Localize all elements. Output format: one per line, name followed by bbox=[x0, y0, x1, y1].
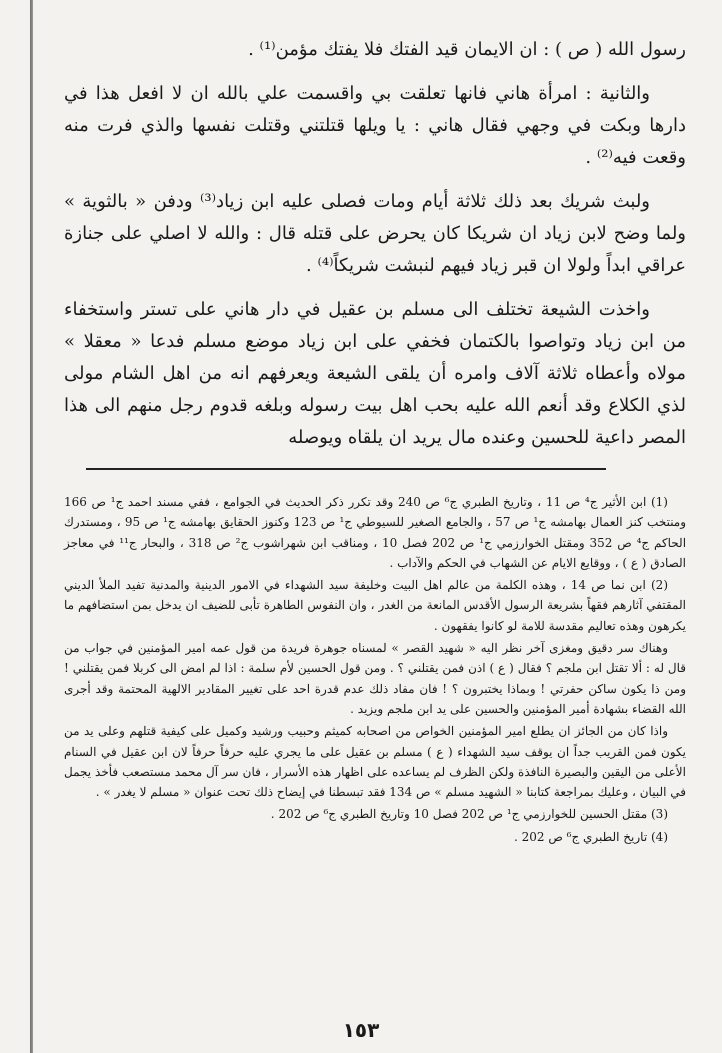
footnotes bbox=[64, 492, 686, 847]
main-paragraph-4: واخذت الشيعة تختلف الى مسلم بن عقيل في دار هاني على تستر واستخفاء من ابن زياد وتواصوا بالكتمان فخفي على ابن زياد موضع مسلم فدعا « معقلا » مولاه وأعطاه ثلاثة آلاف وامره أن يلقى الشيعة ويعرفهم انه من اهل الشام مولى لذي الكلاع وقد أنعم الله عليه بحب اهل بيت رسوله وبلغه قدوم رجل منهم الى هذا المصر داعية للحسين وعنده مال يريد ان يلقاه ويوصله bbox=[64, 299, 686, 448]
page-number: ١٥٣ bbox=[342, 1018, 380, 1042]
main-paragraph-1: رسول الله ( ص ) : ان الايمان قيد الفتك فلا يفتك مؤمن⁽¹⁾ . bbox=[248, 39, 686, 60]
main-text bbox=[64, 34, 686, 454]
main-paragraph-2: والثانية : امرأة هاني فانها تعلقت بي واقسمت علي بالله ان لا افعل هذا في دارها وبكت في وجهي فقال هاني : يا ويلها قتلتني وقتلت نفسها والذي فرت منه وقعت فيه⁽²⁾ . bbox=[64, 83, 686, 168]
main-paragraph-3: ولبث شريك بعد ذلك ثلاثة أيام ومات فصلى عليه ابن زياد⁽³⁾ ودفن « بالثوية » ولما وضح لابن زياد ان شريكا كان يحرض على قتله قال : والله لا اصلي على جنازة عراقي ابداً ولولا ان قبر زياد فيهم لنبشت شريكاً⁽⁴⁾ . bbox=[64, 191, 686, 276]
footnote-3: (3) مقتل الحسين للخوارزمي ج¹ ص 202 فصل 10 وتاريخ الطبري ج⁶ ص 202 . bbox=[270, 807, 668, 822]
footnote-2: (2) ابن نما ص 14 ، وهذه الكلمة من عالم اهل البيت وخليفة سيد الشهداء في الامور الدينية والمدنية تفيد الملأ الديني المقتفي آثارهم فقهاً بشريعة الرسول الأقدس المانعة من الغدر ، وان النفوس الطاهرة تأبى للضيف ان يدخل بمن استضافهم ما يكرهون وهذه تعاليم مقدسة للامة لو كانوا يفقهون . bbox=[64, 578, 686, 633]
footnote-4: (4) تاريخ الطبري ج⁶ ص 202 . bbox=[513, 829, 668, 844]
footnote-2-continued-a: وهناك سر دقيق ومغزى آخر نظر اليه « شهيد القصر » لمسناه جوهرة فريدة من قول عمه امير المؤمنين في جواب من قال له : ألا تقتل ابن ملجم ؟ فقال ( ع ) اذن فمن يقتلني ؟ . ومن قول الحسين لأم سلمة : اذا لم امض الى كربلا فمن يقتلني ! ومن ذا يكون ساكن حفرتي ! وبماذا يختبرون ؟ ! فان مفاد ذلك عدم قدرة احد على تغيير المقادير الالهية المحتمة وقد أجرى الله القضاء بشهادة أمير المؤمنين والحسين على يد ابن ملجم ويزيد . bbox=[64, 641, 686, 716]
footnote-1: (1) ابن الأثير ج⁴ ص 11 ، وتاريخ الطبري ج⁶ ص 240 وقد تكرر ذكر الحديث في الجوامع ، ففي مسند احمد ج¹ ص 166 ومنتخب كنز العمال بهامشه ج¹ ص 57 ، والجامع الصغير للسيوطي ج¹ ص 123 وكنوز الحقايق بهامشه ج¹ ص 95 ، ومستدرك الحاكم ج⁴ ص 352 ومقتل الخوارزمي ج¹ ص 202 فصل 10 ، ومناقب ابن شهراشوب ج² ص 318 ، والبحار ج¹¹ في معاجز الصادق ( ع ) ، ووقايع الايام عن الشهاب في الحكم والآداب . bbox=[64, 495, 687, 570]
footnote-separator bbox=[86, 468, 606, 470]
page-body bbox=[64, 34, 686, 849]
footnote-2-continued-b: واذا كان من الجائز ان يطلع امير المؤمنين الخواص من اصحابه كميثم وحبيب ورشيد وكميل على كيفية قتلهم وعلى يد من يكون فمن القريب جداً ان يوقف سيد الشهداء ( ع ) مسلم بن عقيل على ما يجري عليه حرفاً حرفاً لان ابن عقيل في السنام الأعلى من اليقين والبصيرة النافذة ولكن الظرف لم يساعده على اظهار هذه الأسرار ، فان سر آل محمد مستصعب فأخذ يجمل في البيان ، وعليك بمراجعة كتابنا « الشهيد مسلم » ص 134 فقد تبسطنا في إيضاح ذلك تحت عنوان « مسلم لا يغدر » . bbox=[64, 724, 686, 800]
book-spine-edge bbox=[30, 0, 33, 1053]
